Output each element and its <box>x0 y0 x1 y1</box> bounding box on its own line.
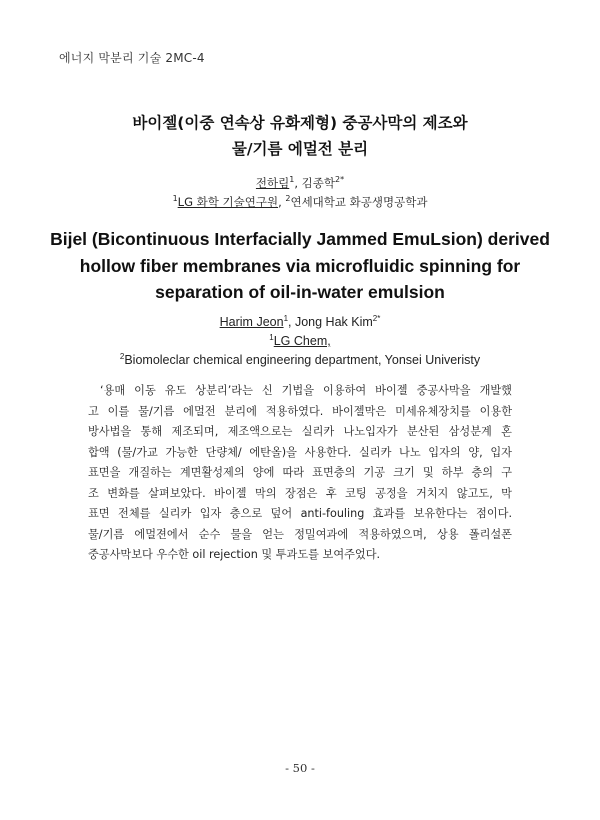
abstract-line: 방사법을 통해 제조되며, 제조액으로는 실리카 나노입자가 분산된 삼성분계 혼 <box>88 425 512 438</box>
abstract-line: 표면 전체를 실리카 입자 층으로 덮어 anti-fouling 효과를 보유한다는 점이다. <box>88 507 512 520</box>
english-author-1-sup: 1 <box>283 313 289 323</box>
abstract-body <box>88 381 512 566</box>
korean-author-2: 김종학 <box>301 176 335 190</box>
korean-authors <box>0 174 600 193</box>
english-author-2: Jong Hak Kim <box>294 315 373 329</box>
english-affiliation-2-line <box>0 351 600 370</box>
korean-affiliation-1: LG 화학 기술연구원 <box>177 195 279 209</box>
abstract-line: ‘용매 이동 유도 상분리’라는 신 기법을 이용하여 바이젤 중공사막을 개발했 <box>100 384 512 397</box>
abstract-line: 합액 (물/가교 가능한 단량체/ 에탄올)을 사용한다. 실리카 나노 입자의 양, 입자 <box>88 445 512 459</box>
page-number: - 50 - <box>285 761 315 775</box>
korean-author-1: 전하림 <box>255 176 290 190</box>
english-affiliation-1-line <box>0 332 600 351</box>
korean-affiliations <box>0 193 600 212</box>
english-aff-2-sup: 2 <box>119 351 125 361</box>
korean-affiliation-2: 연세대학교 화공생명공학과 <box>290 195 428 209</box>
abstract-line: 표면을 개질하는 계면활성제의 양에 따라 표면층의 기공 크기 및 하부 층의 구 <box>88 466 512 479</box>
english-title-line-3: separation of oil-in-water emulsion <box>155 282 445 302</box>
korean-author-sep: , <box>294 176 302 190</box>
english-affiliation-2: Biomoleclar chemical engineering department, Yonsei Univeristy <box>124 353 481 367</box>
korean-aff-sep: , <box>278 195 286 209</box>
abstract-line: 중공사막보다 우수한 oil rejection 및 투과도를 보여주었다. <box>88 548 381 561</box>
korean-aff-2-sup: 2 <box>285 194 291 204</box>
english-author-2-sup: 2* <box>372 313 381 323</box>
korean-author-1-sup: 1 <box>289 175 295 185</box>
running-header: 에너지 막분리 기술 2MC-4 <box>59 51 205 65</box>
abstract-line: 물/기름 에멀젼에서 순수 물을 얻는 정밀여과에 적용하였으며, 상용 폴리설폰 <box>88 527 512 541</box>
korean-title-line-1: 바이젤(이중 연속상 유화제형) 중공사막의 제조와 <box>132 114 468 132</box>
english-title-line-2: hollow fiber membranes via microfluidic spinning for <box>79 255 521 276</box>
english-author-block <box>0 313 600 370</box>
korean-aff-1-sup: 1 <box>172 194 178 204</box>
english-title-line-1: Bijel (Bicontinuous Interfacially Jammed EmuLsion) derived <box>50 229 550 249</box>
abstract-line: 고 이를 물/기름 에멀전 분리에 적용하였다. 바이젤막은 미세유체장치를 이용한 <box>88 404 512 418</box>
korean-author-block <box>0 174 600 212</box>
english-aff-1-sup: 1 <box>269 332 274 342</box>
abstract-line: 조 변화를 살펴보았다. 바이젤 막의 장점은 후 코팅 공정을 거치지 않고도, 막 <box>88 486 512 500</box>
korean-title-line-2: 물/기름 에멀전 분리 <box>231 140 369 158</box>
korean-title <box>0 110 600 162</box>
english-affiliation-1: LG Chem, <box>273 334 331 348</box>
english-author-1: Harim Jeon <box>219 315 284 329</box>
english-authors <box>0 313 600 332</box>
korean-author-2-sup: 2* <box>334 175 345 185</box>
english-title <box>40 226 560 306</box>
english-author-sep: , <box>288 315 295 329</box>
